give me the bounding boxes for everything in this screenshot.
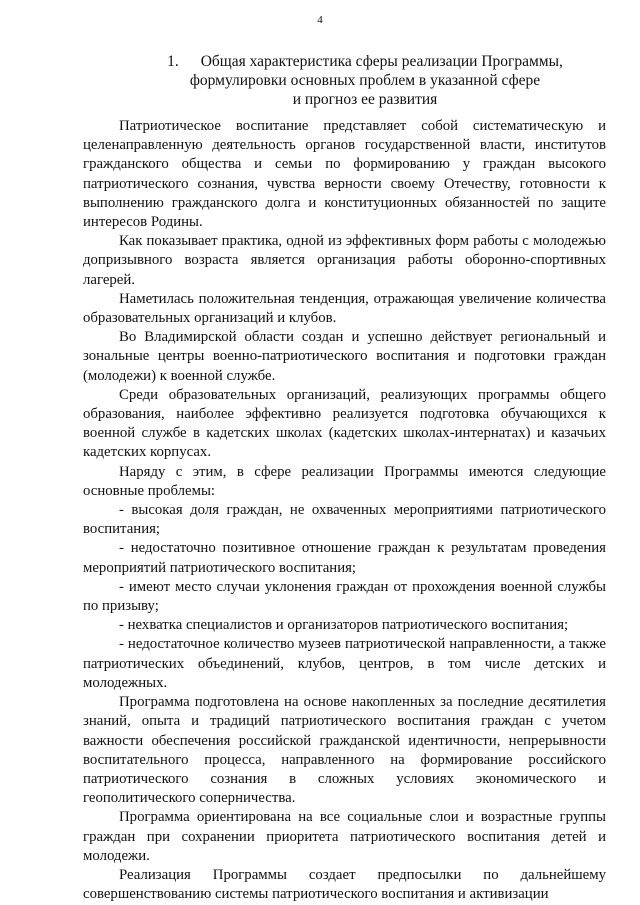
paragraph: Как показывает практика, одной из эффективных форм работы с молодежью допризывного возраста является организация работы оборонно-спортивных лагерей. — [83, 233, 606, 288]
heading-line-3: и прогноз ее развития — [292, 91, 438, 108]
paragraph: Наметилась положительная тенденция, отражающая увеличение количества образовательных организаций и клубов. — [83, 290, 606, 327]
problem-list-item: - имеют место случаи уклонения граждан от прохождения военной службы по призыву; — [83, 578, 606, 615]
heading-number: 1. — [167, 53, 179, 70]
paragraph: Патриотическое воспитание представляет собой систематическую и целенаправленную деятельность органов государственной власти, институтов гражданского общества и семьи по формированию у граждан высокого патриотического сознания, чувства верности своему Отечеству, готовности к выполнению гражданского долга и конституционных обязанностей по защите интересов Родины. — [83, 118, 606, 231]
heading-line-2: формулировки основных проблем в указанной сфере — [189, 72, 541, 89]
page-number: 4 — [317, 14, 323, 26]
heading-text-1: Общая характеристика сферы реализации Программы, — [200, 53, 563, 70]
problem-list-item: - высокая доля граждан, не охваченных мероприятиями патриотического воспитания; — [83, 502, 606, 538]
paragraph: Программа подготовлена на основе накопленных за последние десятилетия знаний, опыта и традиций патриотического воспитания граждан с учетом важности обеспечения российской гражданской идентичности, непрерывности воспитательного процесса, направленного на формирование российского патриотического сознания в сложных условиях экономического и геополитического соперничества. — [83, 694, 606, 807]
paragraph: Реализация Программы создает предпосылки по дальнейшему совершенствованию системы патриотического воспитания и активизации — [83, 866, 606, 903]
heading-line-1 — [150, 52, 580, 71]
problem-list-item: - недостаточно позитивное отношение граждан к результатам проведения мероприятий патриотического воспитания; — [83, 540, 606, 576]
paragraph: Во Владимирской области создан и успешно действует региональный и зональные центры военно-патриотического воспитания и подготовки граждан (молодежи) к военной службе. — [83, 329, 606, 384]
paragraph: Наряду с этим, в сфере реализации Программы имеются следующие основные проблемы: — [83, 463, 606, 499]
problem-list-item: - нехватка специалистов и организаторов патриотического воспитания; — [119, 617, 569, 634]
problem-list-item: - недостаточное количество музеев патриотической направленности, а также патриотических объединений, клубов, центров, в том числе детских и молодежных. — [83, 636, 606, 691]
paragraph: Среди образовательных организаций, реализующих программы общего образования, наиболее эффективно реализуется подготовка обучающихся к военной службе в кадетских школах (кадетских школах-интернатах) и казачьих кадетских корпусах. — [83, 386, 606, 461]
paragraph: Программа ориентирована на все социальные слои и возрастные группы граждан при сохранении приоритета патриотического воспитания детей и молодежи. — [83, 809, 606, 864]
section-heading — [150, 52, 580, 109]
body-text — [83, 117, 606, 904]
